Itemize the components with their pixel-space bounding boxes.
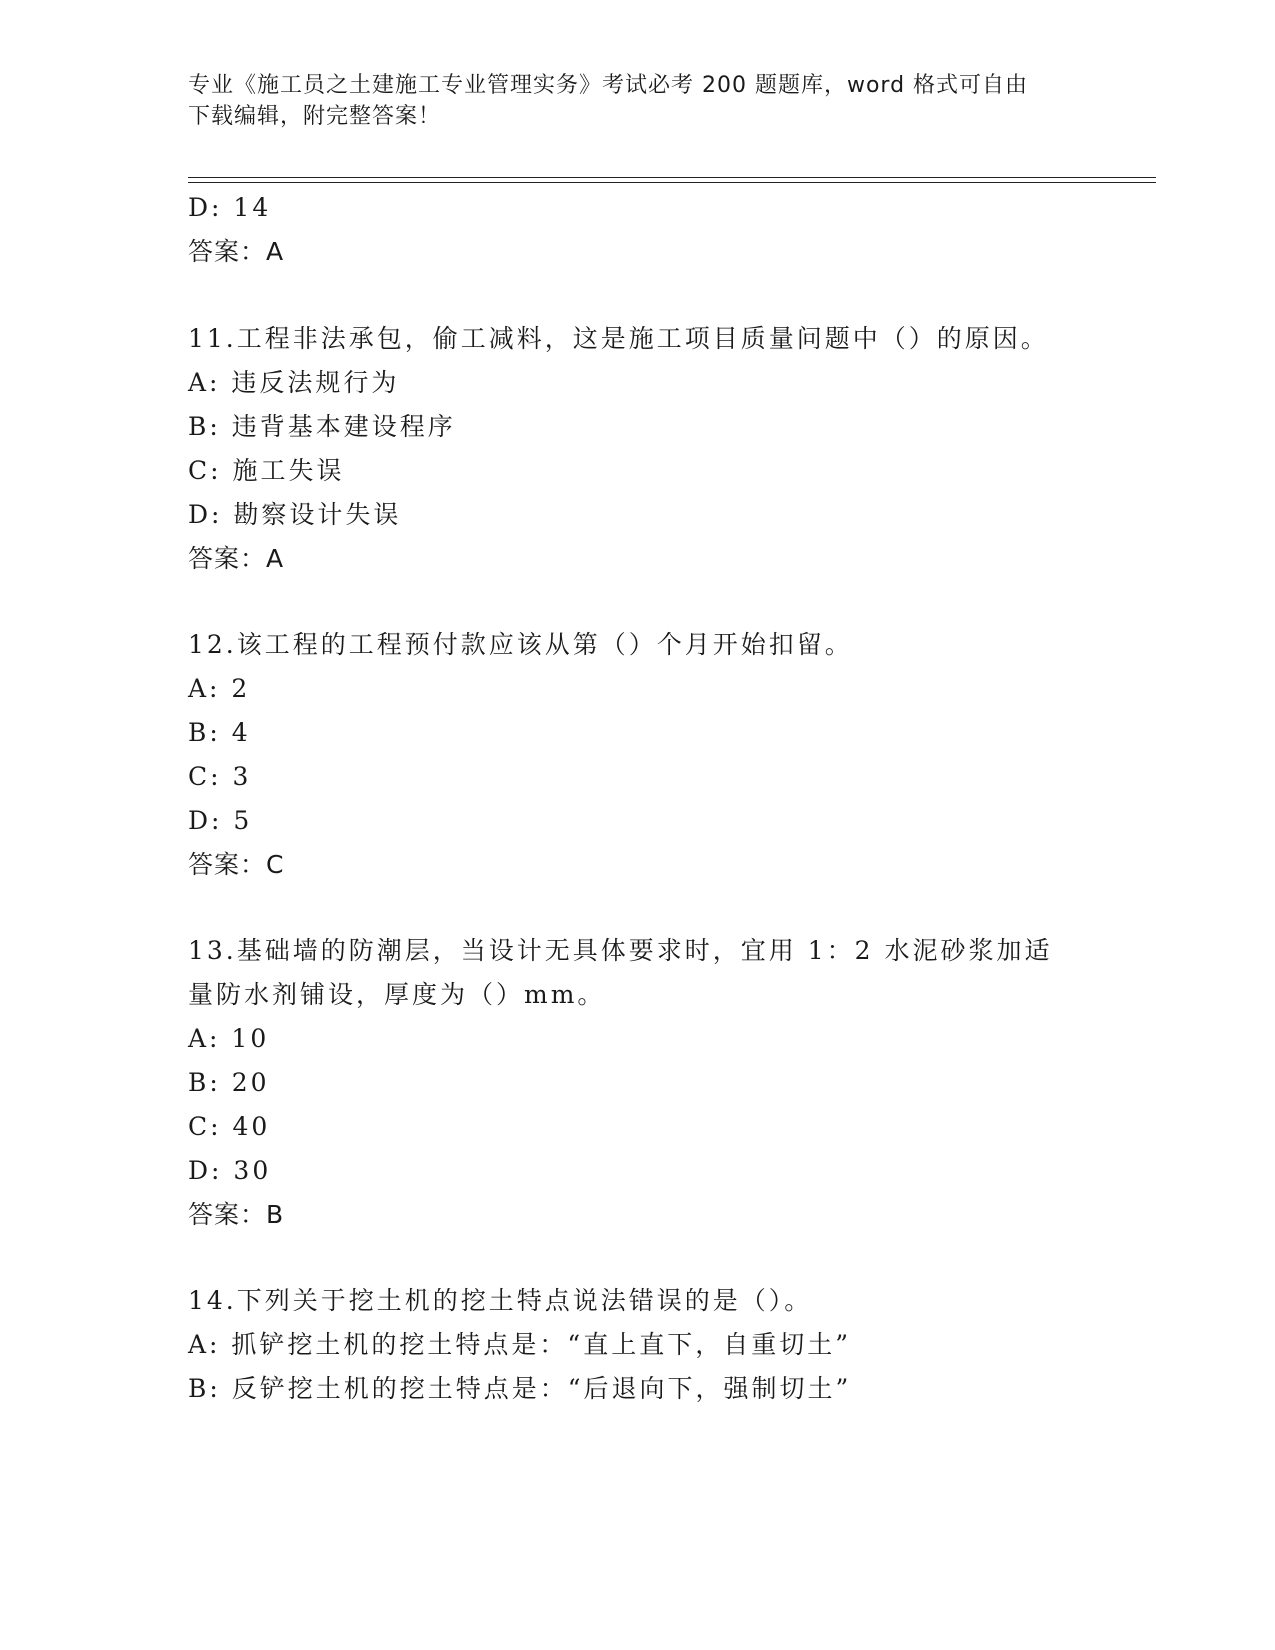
q13-stem-line-2: 量防水剂铺设，厚度为（）mm。 [188,980,606,1009]
carryover-option-d: D: 14 [188,193,272,222]
header-rule-top [188,177,1156,178]
q13-option-b: B: 20 [188,1068,270,1097]
document-header [188,70,1068,132]
header-line-1: 专业《施工员之土建施工专业管理实务》考试必考 200 题题库，word 格式可自由 [188,73,1029,98]
header-line-2: 下载编辑，附完整答案！ [188,104,442,129]
q13-option-c: C: 40 [188,1112,271,1141]
q11-option-b: B: 违背基本建设程序 [188,412,456,441]
q11-option-a: A: 违反法规行为 [188,368,400,397]
q11-answer: 答案：A [188,544,285,573]
q13-option-a: A: 10 [188,1024,270,1053]
header-rule-bottom [188,182,1156,183]
q12-answer: 答案：C [188,850,285,879]
q12-option-b: B: 4 [188,718,251,747]
carryover-answer: 答案：A [188,237,285,266]
q12-stem: 12.该工程的工程预付款应该从第（）个月开始扣留。 [188,630,853,659]
q13-stem-line-1: 13.基础墙的防潮层，当设计无具体要求时，宜用 1：2 水泥砂浆加适 [188,936,1053,965]
q13-option-d: D: 30 [188,1156,272,1185]
q12-option-d: D: 5 [188,806,253,835]
q11-option-d: D: 勘察设计失误 [188,500,402,529]
q13-answer: 答案：B [188,1200,285,1229]
q12-option-a: A: 2 [188,674,251,703]
q14-option-b: B: 反铲挖土机的挖土特点是：“后退向下，强制切土” [188,1374,852,1403]
q14-stem: 14.下列关于挖土机的挖土特点说法错误的是（）。 [188,1286,813,1315]
q11-stem: 11.工程非法承包，偷工减料，这是施工项目质量问题中（）的原因。 [188,324,1049,353]
q11-option-c: C: 施工失误 [188,456,345,485]
q12-option-c: C: 3 [188,762,252,791]
q14-option-a: A: 抓铲挖土机的挖土特点是：“直上直下，自重切土” [188,1330,851,1359]
